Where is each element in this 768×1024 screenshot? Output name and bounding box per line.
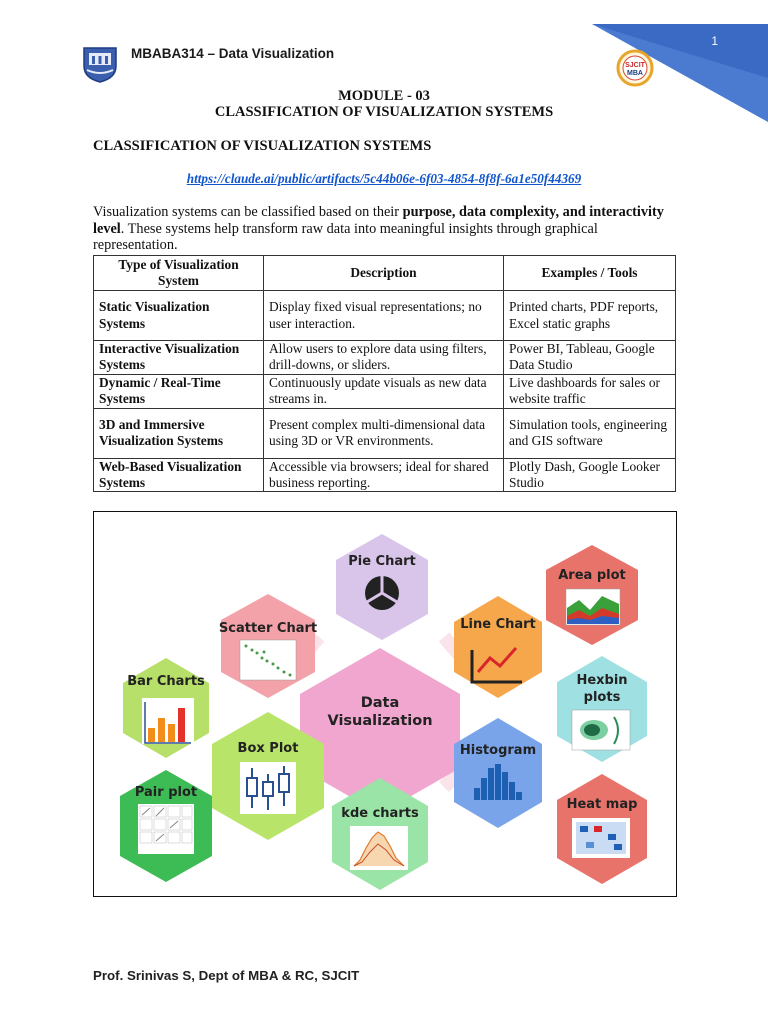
- center-label-line2: Visualization: [327, 713, 433, 729]
- column-header-description: Description: [264, 256, 504, 291]
- row-examples: Live dashboards for sales or website traffic: [504, 374, 676, 408]
- intro-paragraph: [93, 204, 678, 254]
- hex-heat-map-label: Heat map: [566, 797, 638, 812]
- hex-bar-charts: [123, 658, 209, 758]
- row-examples: Simulation tools, engineering and GIS software: [504, 408, 676, 458]
- row-type: Web-Based Visualization Systems: [94, 458, 264, 492]
- institution-emblem-icon: [78, 40, 122, 84]
- svg-text:SJCIT: SJCIT: [625, 62, 645, 69]
- hex-kde-charts: [332, 778, 428, 890]
- table-row: [94, 341, 676, 375]
- row-description: Display fixed visual representations; no user interaction.: [264, 291, 504, 341]
- row-type: Dynamic / Real-Time Systems: [94, 374, 264, 408]
- box-plot-icon: [240, 762, 296, 814]
- hex-hexbin-label-line1: Hexbin: [576, 673, 628, 688]
- column-header-type: Type of Visualization System: [94, 256, 264, 291]
- data-visualization-infographic: [93, 511, 677, 897]
- page-number: 1: [711, 34, 718, 48]
- hex-kde-charts-label: kde charts: [341, 806, 419, 821]
- kde-chart-icon: [350, 826, 408, 870]
- hex-pair-plot-label: Pair plot: [134, 785, 198, 800]
- intro-emphasis: purpose, data complexity, and interactivity level: [93, 204, 664, 237]
- reference-link[interactable]: https://claude.ai/public/artifacts/5c44b06e-6f03-4854-8f8f-6a1e50f44369: [186, 171, 582, 186]
- intro-text-end: . These systems help transform raw data into meaningful insights through graphical representation.: [93, 220, 598, 253]
- row-type: 3D and Immersive Visualization Systems: [94, 408, 264, 458]
- hex-scatter-chart-label: Scatter Chart: [218, 621, 318, 636]
- hex-scatter-chart: [219, 594, 317, 698]
- row-description: Allow users to explore data using filters, drill-downs, or sliders.: [264, 341, 504, 375]
- scatter-chart-icon: [240, 640, 296, 680]
- table-header-row: [94, 256, 676, 291]
- hex-pair-plot: [120, 770, 212, 882]
- section-heading: CLASSIFICATION OF VISUALIZATION SYSTEMS: [93, 138, 432, 154]
- row-description: Present complex multi-dimensional data using 3D or VR environments.: [264, 408, 504, 458]
- hex-histogram: [454, 718, 542, 828]
- hex-hexbin-label-line2: plots: [583, 690, 621, 705]
- row-description: Continuously update visuals as new data streams in.: [264, 374, 504, 408]
- module-title: MODULE - 03: [338, 88, 430, 104]
- row-description: Accessible via browsers; ideal for shared business reporting.: [264, 458, 504, 492]
- hex-box-plot-label: Box Plot: [237, 741, 299, 756]
- hex-pie-chart: [336, 534, 428, 640]
- row-type: Static Visualization Systems: [94, 291, 264, 341]
- row-examples: Plotly Dash, Google Looker Studio: [504, 458, 676, 492]
- hex-pie-chart-label: Pie Chart: [348, 554, 416, 569]
- center-label-line1: Data: [360, 695, 400, 711]
- row-type: Interactive Visualization Systems: [94, 341, 264, 375]
- pair-plot-icon: [138, 804, 194, 854]
- sjcit-mba-logo: [616, 49, 654, 87]
- bar-chart-icon: [142, 698, 194, 744]
- heat-map-icon: [572, 818, 630, 858]
- hex-line-chart: [454, 596, 542, 698]
- table-row: [94, 291, 676, 341]
- visualization-systems-table: [93, 255, 676, 492]
- row-examples: Power BI, Tableau, Google Data Studio: [504, 341, 676, 375]
- hex-heat-map: [557, 774, 647, 884]
- hex-area-plot-label: Area plot: [558, 568, 626, 583]
- pie-chart-icon: [365, 576, 399, 610]
- hex-bar-charts-label: Bar Charts: [127, 674, 205, 689]
- table-row: [94, 408, 676, 458]
- footer-author: Prof. Srinivas S, Dept of MBA & RC, SJCIT: [93, 968, 360, 983]
- table-row: [94, 458, 676, 492]
- hex-histogram-label: Histogram: [459, 743, 537, 758]
- hex-hexbin-plots: [557, 656, 647, 762]
- table-row: [94, 374, 676, 408]
- row-examples: Printed charts, PDF reports, Excel static graphs: [504, 291, 676, 341]
- hexbin-plot-icon: [572, 710, 630, 750]
- column-header-examples: Examples / Tools: [504, 256, 676, 291]
- area-plot-icon: [566, 589, 620, 625]
- svg-text:MBA: MBA: [627, 70, 643, 77]
- intro-text-start: Visualization systems can be classified based on their: [93, 204, 403, 220]
- module-subtitle: CLASSIFICATION OF VISUALIZATION SYSTEMS: [214, 104, 554, 120]
- hex-area-plot: [546, 545, 638, 645]
- course-title: MBABA314 – Data Visualization: [131, 46, 335, 61]
- hex-line-chart-label: Line Chart: [460, 617, 536, 632]
